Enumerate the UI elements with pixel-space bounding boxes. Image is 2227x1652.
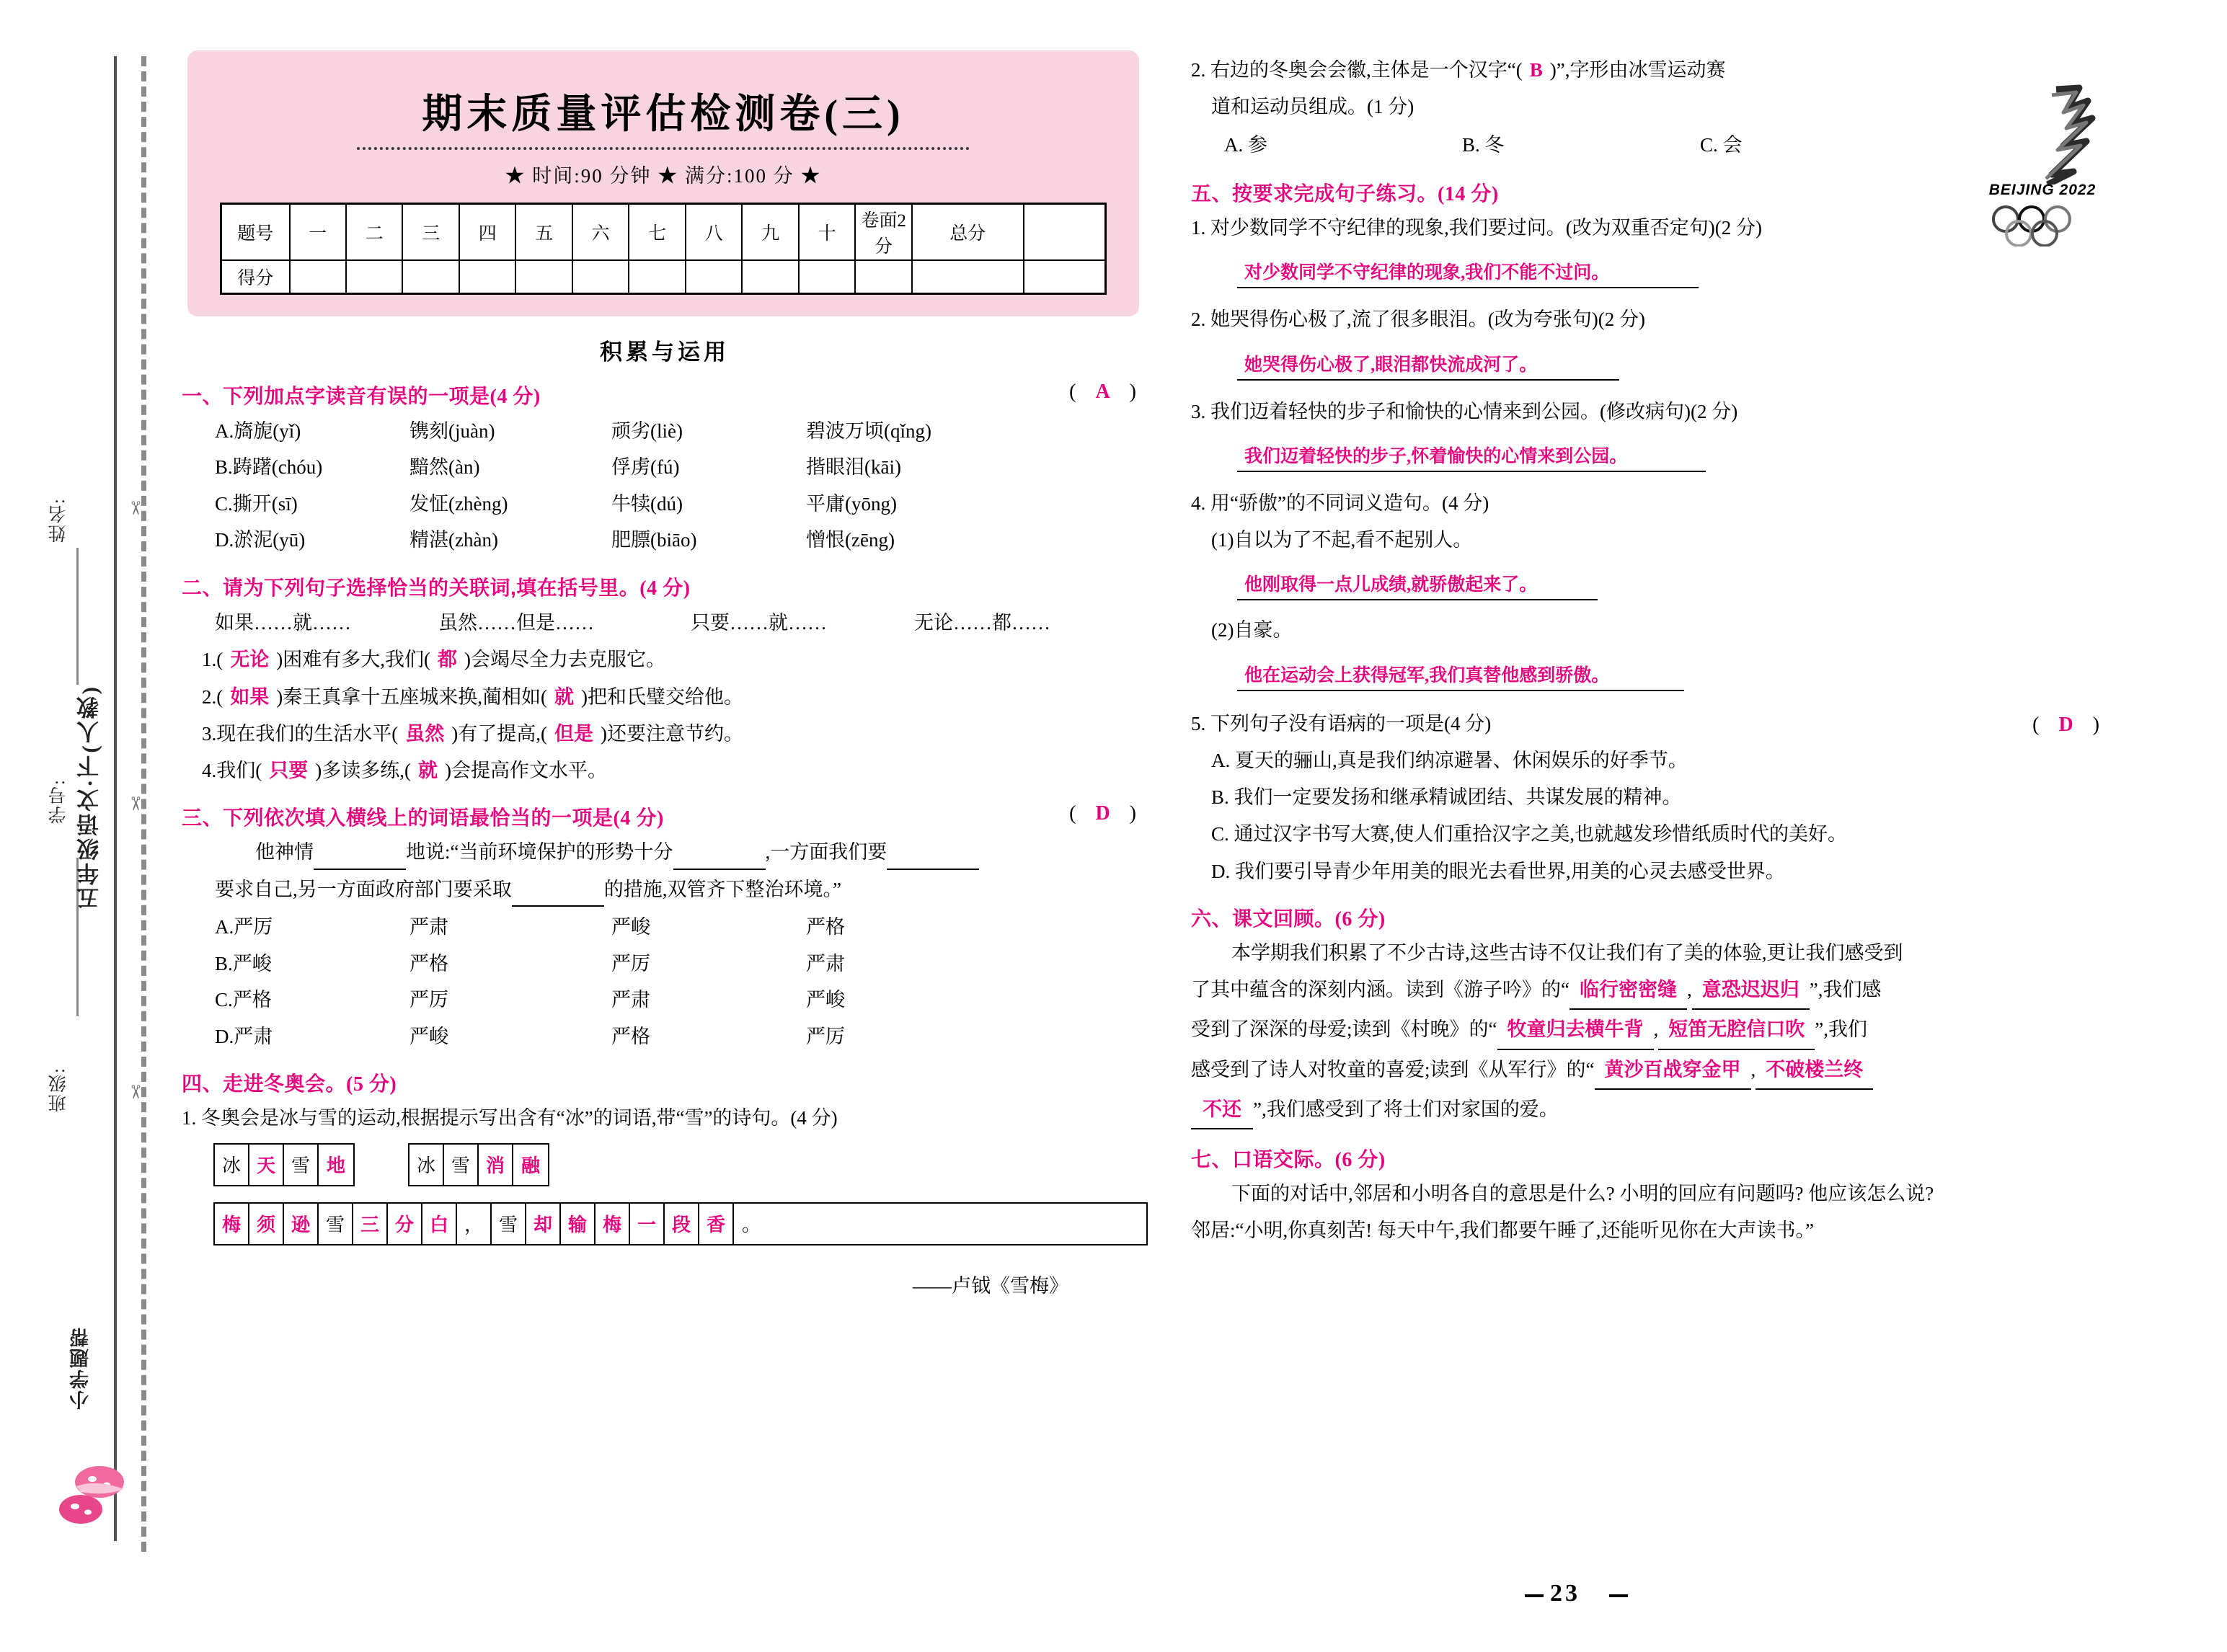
grid-cell[interactable]: 梅 (215, 1204, 249, 1244)
s1-d-item2: 精湛(zhàn) (409, 529, 498, 551)
part-title: 积累与运用 (600, 339, 730, 365)
s4b-option-c[interactable]: C. 会 (1700, 133, 1743, 156)
section-heading-2 (182, 572, 1148, 601)
grid-cell: 雪 (444, 1145, 479, 1185)
score-table (220, 203, 1107, 295)
s6-t5: ”,我们 (1815, 1018, 1867, 1041)
grid-cell[interactable]: 梅 (596, 1204, 630, 1244)
section-4-points: (5 分) (346, 1073, 397, 1096)
s2-item-4-fill-b[interactable]: 就 (417, 760, 438, 782)
s1-b-item2: 黯然(àn) (409, 456, 480, 479)
s3-passage-line-1 (182, 835, 1148, 869)
s1-a-item4: 碧波万顷(qǐng) (806, 419, 931, 442)
s5-q5-answer-box: ( D ) (2032, 713, 2107, 736)
s3-a-letter: A.严厉 (215, 915, 273, 938)
section-5-points: (14 分) (1438, 183, 1499, 206)
s4-grid-b[interactable] (408, 1143, 549, 1186)
section-1-answer-box: ( A ) (1069, 380, 1143, 403)
section-1-title: 一、下列加点字读音有误的一项是 (182, 384, 490, 407)
s3-c-item4: 严峻 (806, 989, 845, 1011)
s6-blank-5[interactable]: 黄沙百战穿金甲 (1595, 1053, 1751, 1090)
olympic-rings-icon (1987, 205, 2102, 247)
s2-item-4-fill-a[interactable]: 只要 (269, 760, 309, 782)
s6-blank-6[interactable]: 不破楼兰终 (1756, 1053, 1873, 1090)
grid-cell[interactable]: 一 (630, 1204, 665, 1244)
s3-b-letter: B.严峻 (215, 952, 272, 974)
score-cell[interactable] (346, 260, 402, 293)
score-col-6: 六 (572, 204, 629, 261)
score-col-7: 七 (629, 204, 685, 261)
s2-item-4-no: 4. (202, 760, 217, 782)
grid-cell[interactable]: 融 (521, 1155, 540, 1177)
s3-option-b[interactable] (182, 946, 1148, 982)
s4b-option-b[interactable]: B. 冬 (1462, 133, 1505, 156)
s3-p5: 的措施,双管齐下整治环境。” (603, 878, 841, 900)
s1-d-letter: D.淤泥(yū) (215, 529, 306, 551)
s6-line-1: 本学期我们积累了不少古诗,这些古诗不仅让我们有了美的体验,更让我们感受到 (1231, 941, 1903, 964)
s6-t2: 了其中蕴含的深刻内涵。读到《游子吟》的“ (1191, 979, 1569, 1001)
score-cell[interactable] (686, 260, 742, 293)
s2-item-3-fill-a[interactable]: 虽然 (405, 722, 445, 745)
page-number-dash-right (1609, 1594, 1628, 1597)
sidebar-class-label: 班级: (49, 1067, 68, 1112)
grid-cell: 雪 (319, 1204, 353, 1244)
sidebar-name-label: 姓名: (49, 497, 68, 543)
binding-rule-solid (114, 56, 117, 1541)
score-cell[interactable] (799, 260, 855, 293)
score-cell[interactable] (912, 260, 1024, 293)
right-column (1191, 50, 2128, 1251)
s4b-q2-text-a: 2. 右边的冬奥会会徽,主体是一个汉字“( (1191, 59, 1523, 81)
s6-line-4: 感受到了诗人对牧童的喜爱;读到《从军行》的“ 黄沙百战穿金甲 , 不破楼兰终 (1191, 1053, 2128, 1090)
s3-c-letter: C.严格 (215, 989, 272, 1011)
s3-p4: 要求自己,另一方面政府部门要采取 (215, 878, 512, 900)
s3-p2: 地说:“当前环境保护的形势十分 (406, 841, 673, 863)
score-col-12: 总分 (912, 204, 1024, 261)
score-row-label: 题号 (221, 204, 290, 261)
section-heading-3 (182, 802, 1148, 831)
s2-item-2-fill-a[interactable]: 如果 (230, 685, 270, 708)
s4-attribution: ——卢钺《雪梅》 (913, 1274, 1068, 1297)
s3-d-item3: 严格 (611, 1025, 650, 1047)
section-1-answer: A (1095, 380, 1117, 403)
s7-prompt: 下面的对话中,邻居和小明各自的意思是什么? 小明的回应有问题吗? 他应该怎么说? (1231, 1183, 1934, 1205)
section-7-points: (6 分) (1334, 1149, 1386, 1172)
s2-bank-2: 虽然……但是…… (438, 611, 594, 634)
left-column (182, 50, 1148, 1298)
sidebar-divider (76, 548, 79, 685)
grid-cell[interactable]: 分 (388, 1204, 422, 1244)
grid-cell[interactable]: 输 (561, 1204, 596, 1244)
s2-item-2-mid: )秦王真拿十五座城来换,蔺相如( (276, 685, 547, 708)
page-title: 期末质量评估检测卷(三) (422, 92, 905, 137)
section-5-title: 五、按要求完成句子练习。 (1191, 182, 1438, 205)
s5-q4-sub2-answer[interactable]: 他在运动会上获得冠军,我们真替他感到骄傲。 (1237, 661, 1684, 691)
score-col-10: 十 (799, 204, 855, 261)
s2-item-2[interactable]: 2.( 如果 )秦王真拿十五座城来换,蔺相如( 就 )把和氏璧交给他。 (202, 685, 743, 708)
s3-c-item2: 严厉 (409, 989, 448, 1011)
s3-b-item3: 严厉 (611, 952, 650, 974)
s5-item-1-answer[interactable]: 对少数同学不守纪律的现象,我们不能不过问。 (1237, 258, 1699, 288)
s3-option-c[interactable] (182, 982, 1148, 1018)
s2-item-2-fill-b[interactable]: 就 (554, 685, 574, 708)
s2-item-1[interactable]: 1.( 无论 )困难有多大,我们( 都 )会竭尽全力去克服它。 (202, 649, 665, 671)
s2-item-4-prefix: 我们( (216, 760, 262, 782)
s6-blank-7[interactable]: 不还 (1191, 1093, 1253, 1129)
grid-cell[interactable]: 地 (326, 1155, 345, 1177)
score-cell[interactable] (572, 260, 629, 293)
s1-b-letter: B.踌躇(chóu) (215, 456, 323, 479)
section-heading-7 (1191, 1144, 2128, 1173)
section-3-title: 三、下列依次填入横线上的词语最恰当的一项是 (182, 807, 614, 830)
s5-q5-option-d[interactable]: D. 我们要引导青少年用美的眼光去看世界,用美的心灵去感受世界。 (1211, 860, 1785, 882)
grid-cell[interactable]: 消 (479, 1145, 513, 1185)
page-number: 23 (1550, 1580, 1580, 1607)
s2-item-1-mid: )困难有多大,我们( (276, 649, 430, 671)
score-cell[interactable] (855, 260, 911, 293)
exam-meta: ★ 时间:90 分钟 ★ 满分:100 分 ★ (505, 165, 822, 187)
title-card (187, 50, 1139, 316)
s4b-q2-line1 (1191, 53, 1955, 87)
s2-item-2-no: 2. (202, 685, 217, 708)
s4b-q2-answer[interactable]: B (1529, 59, 1543, 81)
emblem-label: BEIJING 2022 (1988, 182, 2097, 198)
s4-grid-a[interactable] (213, 1143, 355, 1186)
grid-cell: 冰 (215, 1145, 249, 1185)
s3-passage-line-2 (182, 873, 1148, 907)
s3-c-item3: 严肃 (611, 989, 650, 1011)
s4-poem-grid[interactable] (213, 1202, 1148, 1245)
score-col-4: 四 (459, 204, 515, 261)
title-divider (357, 147, 970, 150)
score-cell[interactable] (629, 260, 685, 293)
score-col-9: 九 (742, 204, 798, 261)
s3-blank-1[interactable] (314, 848, 406, 870)
section-4-title: 四、走进冬奥会。 (182, 1073, 347, 1096)
s2-item-4-mid: )多读多练,( (315, 760, 411, 782)
grid-cell[interactable]: 逊 (284, 1204, 319, 1244)
s5-item-3-question: 3. 我们迈着轻快的步子和愉快的心情来到公园。(修改病句)(2 分) (1191, 400, 1738, 422)
section-3-points: (4 分) (613, 807, 664, 830)
s2-item-1-fill-a[interactable]: 无论 (230, 649, 270, 671)
s2-item-3-no: 3. (202, 722, 217, 745)
score-cell[interactable] (290, 260, 346, 293)
s3-option-d[interactable] (182, 1019, 1148, 1054)
s3-blank-4[interactable] (512, 885, 604, 907)
section-1-points: (4 分) (490, 385, 541, 408)
grid-cell: 雪 (284, 1145, 319, 1185)
score-cell[interactable] (459, 260, 515, 293)
s6-blank-2[interactable]: 意恐迟迟归 (1692, 973, 1810, 1010)
score-cell[interactable] (1024, 260, 1106, 293)
s2-item-3[interactable] (182, 717, 1148, 751)
s1-option-d[interactable] (182, 523, 1148, 558)
score-cell[interactable] (402, 260, 459, 293)
s2-bank-4: 无论……都…… (914, 611, 1050, 634)
section-heading-6 (1191, 903, 2128, 932)
s1-d-item4: 憎恨(zēng) (806, 529, 895, 551)
section-6-title: 六、课文回顾。 (1191, 907, 1335, 930)
s3-a-item3: 严峻 (611, 915, 650, 938)
section-heading-4 (182, 1068, 1148, 1097)
scissor-icon: ✂ (124, 500, 146, 516)
grid-cell[interactable]: 天 (249, 1145, 284, 1185)
grid-cell[interactable]: 香 (699, 1204, 734, 1244)
section-3-answer-box: ( D ) (1069, 802, 1143, 825)
s5-q5-option-c[interactable]: C. 通过汉字书写大赛,使人们重拾汉字之美,也就越发珍惜纸质时代的美好。 (1211, 823, 1848, 845)
s6-line-3: 受到了深深的母爱;读到《村晚》的“ 牧童归去横牛背 , 短笛无腔信口吹 ”,我们 (1191, 1013, 2128, 1049)
s2-item-1-tail: )会竭尽全力去克服它。 (464, 649, 665, 671)
scissor-icon: ✂ (124, 1084, 146, 1100)
sidebar-student-no-label: 学号: (49, 778, 68, 824)
s1-b-item4: 揩眼泪(kāi) (806, 456, 901, 479)
s5-q5-option-a[interactable]: A. 夏天的骊山,真是我们纳凉避暑、休闲娱乐的好季节。 (1211, 749, 1688, 771)
s3-b-item2: 严格 (409, 952, 448, 974)
section-heading-1 (182, 381, 1148, 409)
s1-c-letter: C.撕开(sī) (215, 492, 298, 515)
s7-dialog: 邻居:“小明,你真刻苦! 每天中午,我们都要午睡了,还能听见你在大声读书。” (1191, 1220, 1814, 1242)
s6-blank-3[interactable]: 牧童归去横牛背 (1497, 1013, 1654, 1049)
grid-cell[interactable]: 须 (249, 1204, 284, 1244)
score-col-13 (1024, 204, 1106, 261)
beijing-2022-emblem (1971, 84, 2115, 249)
sidebar-subject: 五年级语文·下(人教) (77, 685, 102, 910)
s1-b-item3: 俘虏(fú) (611, 456, 680, 479)
s6-blank-1[interactable]: 临行密密缝 (1569, 973, 1687, 1010)
grid-cell[interactable]: 段 (665, 1204, 699, 1244)
s6-line-5 (1191, 1093, 2128, 1129)
s1-a-item3: 顽劣(liè) (611, 419, 683, 442)
s6-t6: 感受到了诗人对牧童的喜爱;读到《从军行》的“ (1191, 1058, 1595, 1080)
s5-q5-text: 5. 下列句子没有语病的一项是(4 分) (1191, 712, 1492, 734)
s1-option-b[interactable] (182, 450, 1148, 485)
page-number-dash-left (1525, 1594, 1544, 1597)
s5-item-3-answer[interactable]: 我们迈着轻快的步子,怀着愉快的心情来到公园。 (1237, 442, 1706, 472)
section-2-title: 二、请为下列句子选择恰当的关联词,填在括号里。 (182, 576, 640, 599)
s3-blank-2[interactable] (673, 848, 766, 870)
s6-line-2: 了其中蕴含的深刻内涵。读到《游子吟》的“ 临行密密缝 , 意恐迟迟归 ”,我们感 (1191, 973, 2128, 1010)
winter-olympic-logo-icon (1971, 84, 2115, 185)
score-col-2: 二 (346, 204, 402, 261)
s5-q5-option-b[interactable]: B. 我们一定要发扬和继承精诚团结、共谋发展的精神。 (1211, 786, 1682, 809)
s5-q4-sub1-question: (1)自以为了不起,看不起别人。 (1211, 529, 1473, 551)
s1-c-item2: 发怔(zhèng) (409, 492, 508, 515)
score-col-11: 卷面2分 (855, 204, 911, 261)
s3-b-item4: 严肃 (806, 952, 845, 974)
score-col-8: 八 (686, 204, 742, 261)
score-col-5: 五 (515, 204, 572, 261)
grid-cell[interactable]: 三 (353, 1204, 388, 1244)
grid-cell[interactable]: 却 (526, 1204, 561, 1244)
s3-a-item2: 严肃 (409, 915, 448, 938)
s4b-q2-text-b: )”,字形由冰雪运动赛 (1549, 59, 1726, 81)
grid-cell: 冰 (409, 1145, 444, 1185)
s2-item-4[interactable] (182, 754, 1148, 788)
score-cell[interactable] (515, 260, 572, 293)
section-2-points: (4 分) (639, 577, 691, 600)
s3-d-item2: 严峻 (409, 1025, 448, 1047)
grid-cell: 雪 (492, 1204, 526, 1244)
scissor-icon: ✂ (124, 796, 146, 812)
s2-item-4-tail: )会提高作文水平。 (444, 760, 607, 782)
s2-bank-1: 如果……就…… (215, 611, 351, 634)
s6-blank-4[interactable]: 短笛无腔信口吹 (1658, 1013, 1815, 1049)
s5-item-1-question: 1. 对少数同学不守纪律的现象,我们要过问。(改为双重否定句)(2 分) (1191, 217, 1762, 239)
s2-word-bank (182, 605, 1148, 641)
score-row-label-2: 得分 (221, 260, 290, 293)
s2-item-3-fill-b[interactable]: 但是 (554, 722, 593, 745)
s3-p3: ,一方面我们要 (765, 841, 887, 863)
s2-item-3-tail: )还要注意节约。 (600, 722, 743, 745)
s1-c-item4: 平庸(yōng) (806, 492, 897, 515)
section-heading-5 (1191, 178, 2128, 207)
score-table-header-row (221, 204, 1106, 261)
s2-bank-3: 只要……就…… (691, 611, 827, 634)
grid-cell[interactable]: 白 (422, 1204, 457, 1244)
s5-q4-heading: 4. 用“骄傲”的不同词义造句。(4 分) (1191, 492, 1489, 514)
s3-a-item4: 严格 (806, 915, 845, 938)
score-col-1: 一 (290, 204, 346, 261)
score-cell[interactable] (742, 260, 798, 293)
s1-option-a[interactable] (182, 414, 1148, 449)
s1-a-letter: A.旖旎(yǐ) (215, 419, 301, 442)
section-7-title: 七、口语交际。 (1191, 1148, 1335, 1171)
s4b-option-a[interactable]: A. 参 (1224, 133, 1267, 156)
s2-item-2-tail: )把和氏璧交给他。 (580, 685, 743, 708)
s1-a-item2: 镌刻(juàn) (409, 419, 495, 442)
s3-d-letter: D.严肃 (215, 1025, 273, 1047)
score-col-3: 三 (402, 204, 459, 261)
s5-item-2-question: 2. 她哭得伤心极了,流了很多眼泪。(改为夸张句)(2 分) (1191, 308, 1645, 331)
s6-t4: 受到了深深的母爱;读到《村晚》的“ (1191, 1018, 1497, 1041)
s2-item-1-no: 1. (202, 649, 217, 671)
s3-option-a[interactable] (182, 910, 1148, 945)
s4-q1: 1. 冬奥会是冰与雪的运动,根据提示写出含有“冰”的词语,带“雪”的诗句。(4 分) (182, 1107, 838, 1129)
s1-option-c[interactable] (182, 487, 1148, 522)
s3-d-item4: 严厉 (806, 1025, 845, 1047)
s4-word-grids (213, 1143, 1148, 1186)
s4b-q2-line2: 道和运动员组成。(1 分) (1211, 96, 1414, 118)
mushroom-doodle-icon (55, 1457, 134, 1529)
section-3-answer: D (1095, 802, 1117, 825)
s3-blank-3[interactable] (887, 848, 979, 870)
s6-t7: ”,我们感受到了将士们对家国的爱。 (1253, 1098, 1559, 1120)
score-table-value-row (221, 260, 1106, 293)
s2-item-3-mid: )有了提高,( (451, 722, 547, 745)
s6-t3: ”,我们感 (1809, 979, 1882, 1001)
s5-q5-heading (1191, 707, 2128, 741)
sidebar-brand: 小学题帮 (70, 1326, 92, 1410)
section-6-points: (6 分) (1334, 907, 1386, 931)
grid-cell: 。 (741, 1214, 761, 1236)
s1-d-item3: 肥膘(biāo) (611, 529, 697, 551)
s1-c-item3: 牛犊(dú) (611, 492, 683, 515)
grid-cell: ， (457, 1204, 492, 1244)
s2-item-3-prefix: 现在我们的生活水平( (216, 722, 399, 745)
s5-q4-sub1-answer[interactable]: 他刚取得一点儿成绩,就骄傲起来了。 (1237, 570, 1598, 600)
s5-q5-answer: D (2058, 713, 2081, 736)
s5-item-2-answer[interactable]: 她哭得伤心极了,眼泪都快流成河了。 (1237, 350, 1619, 381)
s2-item-1-fill-b[interactable]: 都 (437, 649, 457, 671)
s3-p1: 他神情 (255, 841, 314, 863)
s5-q4-sub2-question: (2)自豪。 (1211, 619, 1293, 641)
